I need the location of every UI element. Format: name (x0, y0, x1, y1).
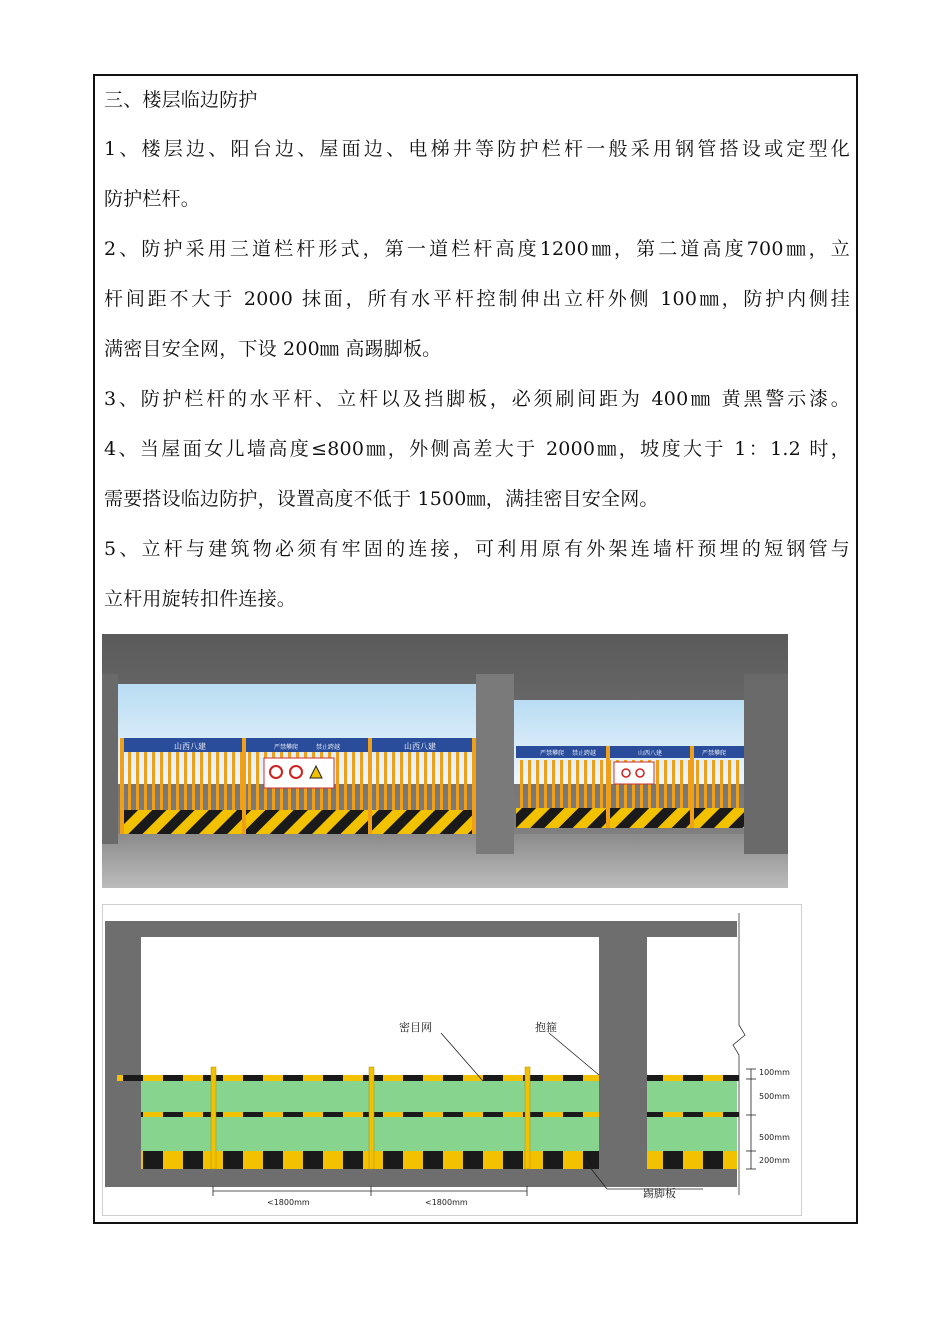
paragraph-2-line-3: 满密目安全网，下设 200㎜ 高踢脚板。 (104, 338, 442, 360)
diagram-label-toeboard: 踢脚板 (643, 1187, 676, 1200)
paragraph-2-line-1: 2、防护采用三道栏杆形式，第一道栏杆高度1200㎜，第二道高度700㎜，立 (104, 238, 850, 260)
photo-sign-company-2: 山西八建 (404, 742, 436, 751)
paragraph-4-line-1: 4、当屋面女儿墙高度≤800㎜，外侧高差大于 2000㎜，坡度大于 1：1.2 时， (104, 438, 850, 460)
guardrail-elevation-diagram (102, 904, 802, 1216)
paragraph-5-line-1: 5、立杆与建筑物必须有牢固的连接，可利用原有外架连墙杆预埋的短钢管与 (104, 538, 850, 560)
diagram-label-hoop: 抱箍 (535, 1021, 557, 1034)
paragraph-3-line-1: 3、防护栏杆的水平杆、立杆以及挡脚板，必须刷间距为 400㎜ 黄黑警示漆。 (104, 388, 850, 410)
paragraph-4-line-2: 需要搭设临边防护，设置高度不低于 1500㎜，满挂密目安全网。 (104, 488, 659, 510)
diagram-dim-200: 200mm (759, 1156, 790, 1165)
diagram-label-net: 密目网 (399, 1021, 432, 1034)
photo-sign-warning-3: 严禁攀爬 (540, 750, 565, 757)
paragraph-5-line-2: 立杆用旋转扣件连接。 (104, 588, 297, 610)
paragraph-1-line-2: 防护栏杆。 (104, 188, 201, 210)
photo-sign-company-1: 山西八建 (174, 742, 206, 751)
photo-sign-company-3: 山西八建 (637, 750, 663, 757)
diagram-spacing-2: <1800mm (425, 1198, 468, 1207)
diagram-dim-500-b: 500mm (759, 1133, 790, 1142)
photo-sign-warning-2: 禁止跨越 (316, 744, 341, 751)
paragraph-1-line-1: 1、楼层边、阳台边、屋面边、电梯井等防护栏杆一般采用钢管搭设或定型化 (104, 138, 850, 160)
diagram-dim-100: 100mm (759, 1068, 790, 1077)
diagram-spacing-1: <1800mm (267, 1198, 310, 1207)
guardrail-photo (102, 634, 788, 888)
paragraph-2-line-2: 杆间距不大于 2000 抹面，所有水平杆控制伸出立杆外侧 100㎜，防护内侧挂 (104, 288, 850, 310)
photo-sign-warning-1: 严禁攀爬 (274, 744, 299, 751)
section-title: 三、楼层临边防护 (104, 89, 258, 111)
photo-sign-warning-5: 严禁攀爬 (702, 750, 727, 757)
photo-sign-warning-4: 禁止跨越 (572, 750, 597, 757)
diagram-dim-500-a: 500mm (759, 1092, 790, 1101)
